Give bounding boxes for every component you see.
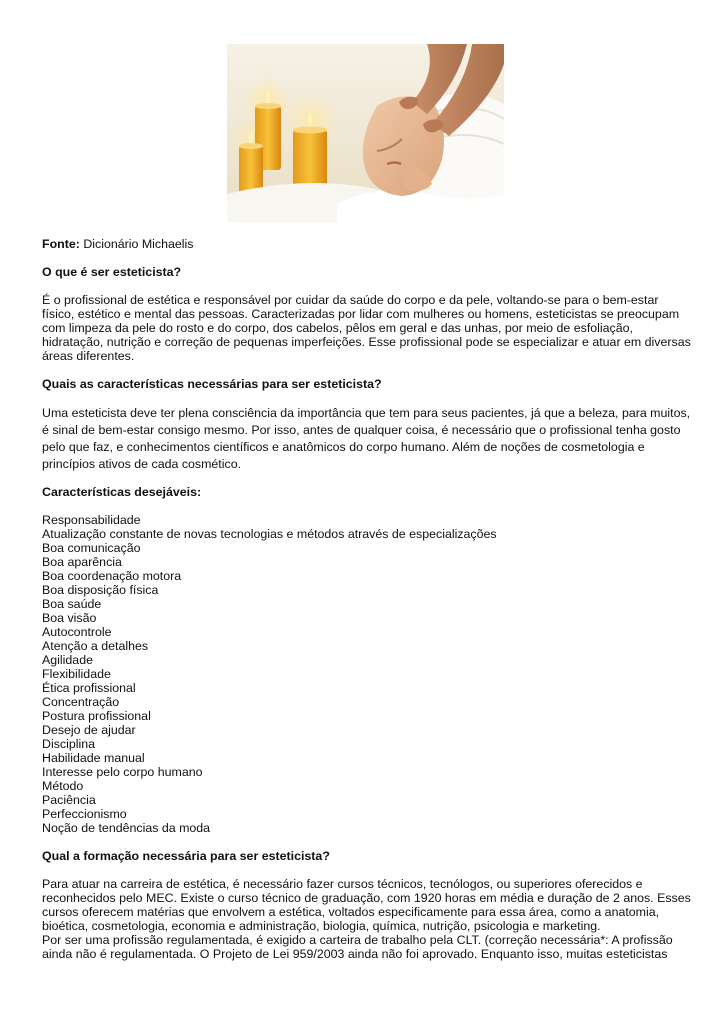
list-item: Flexibilidade — [42, 667, 111, 681]
list-item: Boa aparência — [42, 555, 122, 569]
list-item: Atualização constante de novas tecnologias e métodos através de especializações — [42, 527, 497, 541]
list-item: Paciência — [42, 793, 96, 807]
article-body — [42, 237, 694, 961]
section-heading-traits: Quais as características necessárias para ser esteticista? — [42, 377, 382, 391]
list-item: Ética profissional — [42, 681, 136, 695]
list-item: Autocontrole — [42, 625, 112, 639]
section-heading-what: O que é ser esteticista? — [42, 265, 182, 279]
section-body-what: É o profissional de estética e responsável por cuidar da saúde do corpo e da pele, voltando-se para o bem-estar físico, estético e mental das pessoas. Caracterizadas por lidar com mulheres ou homens, esteticistas se preocupam com limpeza da pele do rosto e do corpo, dos cabelos, pêlos em geral e das unhas, por meio de esfoliação, hidratação, nutrição e correção de pequenas imperfeições. Esse profissional pode se especializar e atuar em diversas áreas diferentes. — [42, 293, 691, 363]
list-item: Boa coordenação motora — [42, 569, 182, 583]
section-heading-training: Qual a formação necessária para ser esteticista? — [42, 849, 330, 863]
spa-facial-massage-photo — [227, 44, 504, 222]
list-item: Método — [42, 779, 84, 793]
list-item: Noção de tendências da moda — [42, 821, 211, 835]
section-body-training-2: Por ser uma profissão regulamentada, é exigido a carteira de trabalho pela CLT. (correção necessária*: A profissão ainda não é regulamentada. O Projeto de Lei 959/2003 ainda não foi aprovado. Enquanto isso, muitas esteticistas — [42, 933, 673, 961]
list-item: Boa comunicação — [42, 541, 141, 555]
section-body-training-1: Para atuar na carreira de estética, é necessário fazer cursos técnicos, tecnólogos, ou superiores oferecidos e reconhecidos pelo MEC. Existe o curso técnico de graduação, com 1920 horas em média e duração de 2 anos. Esses cursos oferecem matérias que envolvem a estética, voltados especificamente para essa área, como a anatomia, bioética, cosmetologia, economia e administração, biologia, química, nutrição, psicologia e marketing. — [42, 877, 691, 933]
list-item: Desejo de ajudar — [42, 723, 136, 737]
desirable-traits-list — [42, 513, 694, 835]
list-item: Boa saúde — [42, 597, 102, 611]
list-item: Habilidade manual — [42, 751, 145, 765]
list-item: Agilidade — [42, 653, 93, 667]
source-value: Dicionário Michaelis — [83, 237, 194, 251]
list-item: Boa visão — [42, 611, 97, 625]
list-item: Concentração — [42, 695, 120, 709]
source-line — [42, 237, 694, 251]
section-body-traits: Uma esteticista deve ter plena consciência da importância que tem para seus pacientes, já que a beleza, para muitos, é sinal de bem-estar consigo mesmo. Por isso, antes de qualquer coisa, é necessário que o profissional tenha gosto pelo que faz, e conhecimentos científicos e anatômicos do corpo humano. Além de noções de cosmetologia e princípios ativos de cada cosmético. — [42, 406, 691, 471]
section-heading-desirable: Características desejáveis: — [42, 485, 202, 499]
list-item: Perfeccionismo — [42, 807, 127, 821]
list-item: Disciplina — [42, 737, 96, 751]
source-label: Fonte: — [42, 237, 80, 251]
list-item: Interesse pelo corpo humano — [42, 765, 203, 779]
list-item: Atenção a detalhes — [42, 639, 149, 653]
list-item: Postura profissional — [42, 709, 151, 723]
list-item: Responsabilidade — [42, 513, 141, 527]
list-item: Boa disposição física — [42, 583, 159, 597]
